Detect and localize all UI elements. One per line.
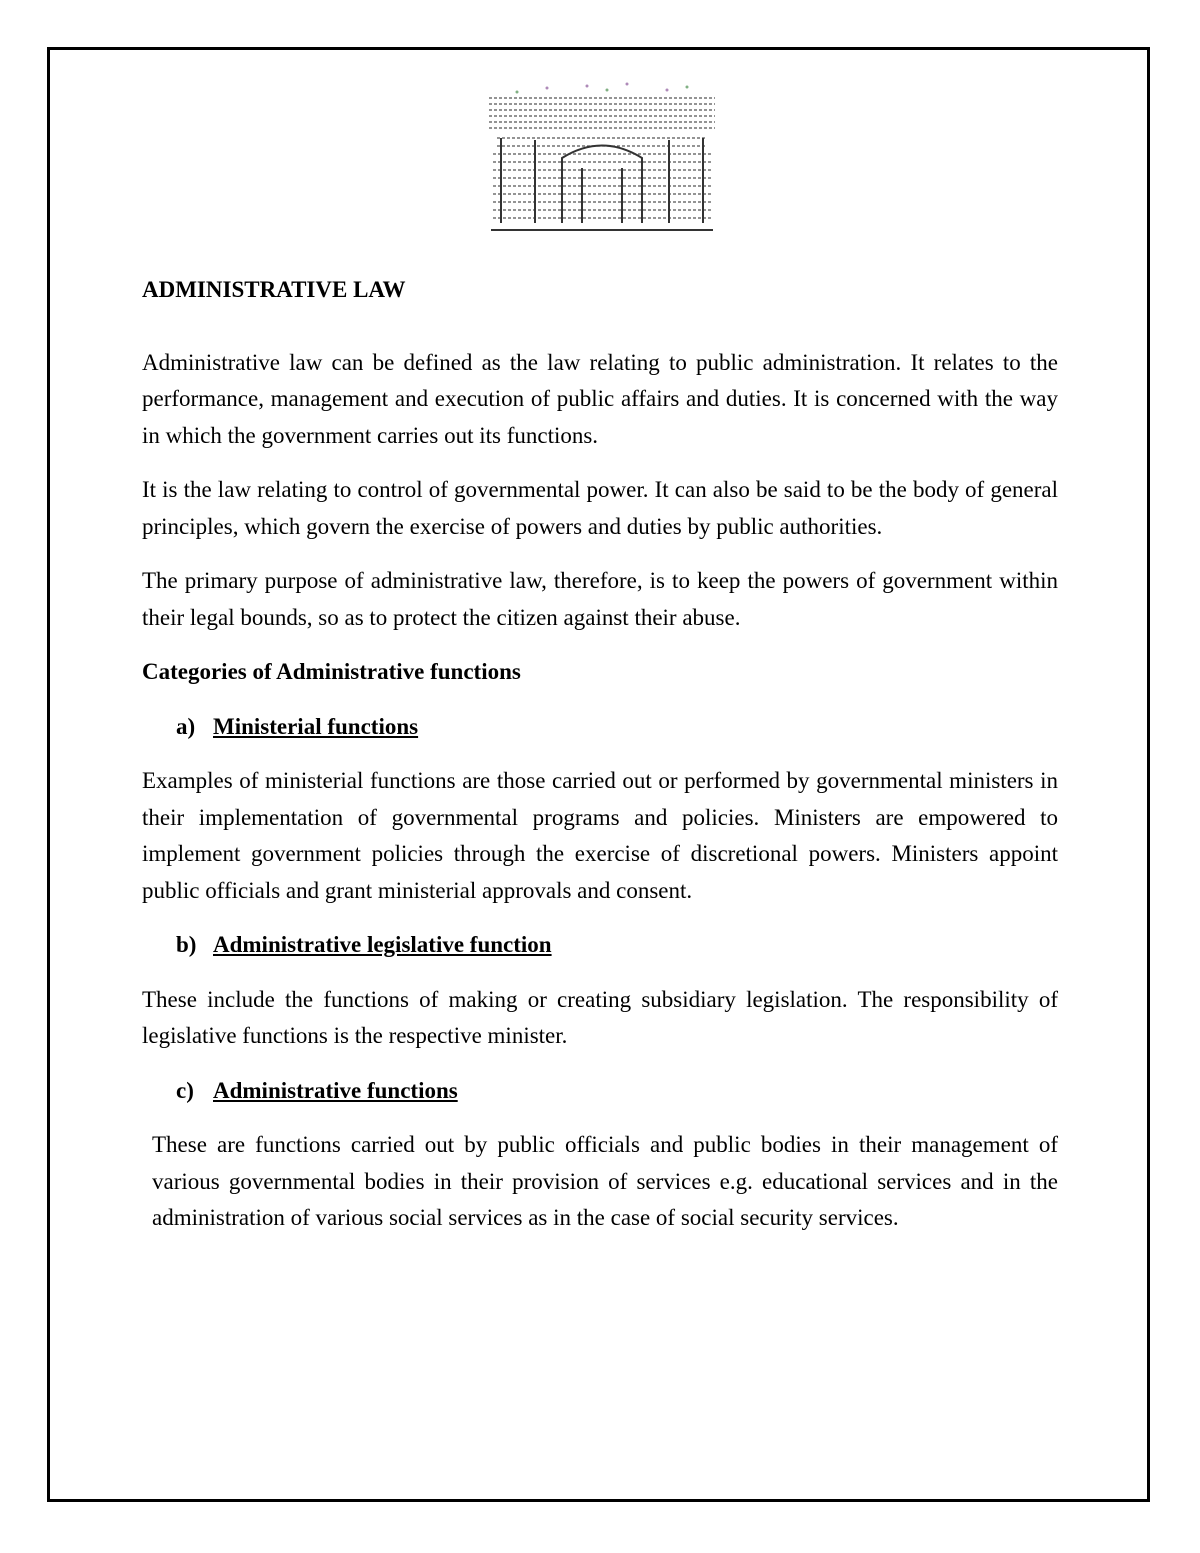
building-logo-icon xyxy=(487,78,717,244)
intro-paragraph: The primary purpose of administrative law, therefore, is to keep the powers of government within their legal bounds, so as to protect the citizen against their abuse. xyxy=(142,568,1058,630)
section-label: Administrative functions xyxy=(213,1077,458,1103)
section-heading-c xyxy=(142,1073,1058,1110)
section-body: Examples of ministerial functions are those carried out or performed by governmental ministers in their implementation of governmental programs and policies. Ministers are empowered to implement government policies through the exercise of discretional powers. Ministers appoint public officials and grant ministerial approvals and consent. xyxy=(142,768,1058,903)
section-label: Administrative legislative function xyxy=(213,932,552,957)
section-heading-b xyxy=(142,927,1058,964)
section-body: These are functions carried out by public officials and public bodies in their management of various governmental bodies in their provision of services e.g. educational services and in the administration of various social services as in the case of social security services. xyxy=(152,1132,1058,1230)
categories-heading: Categories of Administrative functions xyxy=(142,659,521,684)
section-marker: b) xyxy=(176,932,197,957)
section-marker: c) xyxy=(176,1077,194,1103)
intro-paragraph: It is the law relating to control of governmental power. It can also be said to be the body of general principles, which govern the exercise of powers and duties by public authorities. xyxy=(142,477,1058,539)
document-body xyxy=(142,272,1058,1255)
section-marker: a) xyxy=(176,713,196,739)
section-heading-a xyxy=(142,709,1058,746)
section-body: These include the functions of making or creating subsidiary legislation. The responsibility of legislative functions is the respective minister. xyxy=(142,986,1058,1048)
document-title: ADMINISTRATIVE LAW xyxy=(142,277,406,302)
section-label: Ministerial functions xyxy=(213,713,419,739)
intro-paragraph: Administrative law can be defined as the law relating to public administration. It relates to the performance, management and execution of public affairs and duties. It is concerned with the way in which the government carries out its functions. xyxy=(142,349,1058,448)
